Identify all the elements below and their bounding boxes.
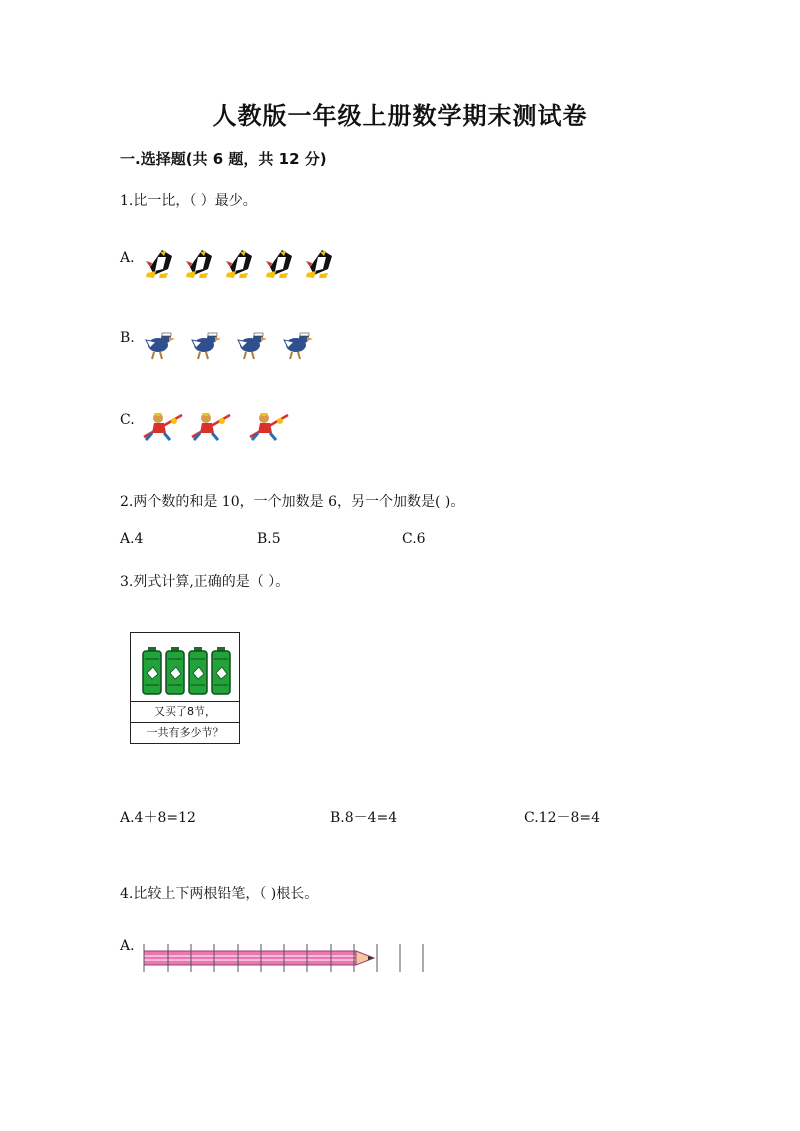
- section-heading: 一.选择题(共 6 题，共 12 分): [120, 150, 327, 168]
- question-1-prompt: 1.比一比，（ ）最少。: [120, 193, 257, 209]
- penguin-icon: [302, 247, 336, 281]
- bird-icon: [188, 328, 222, 362]
- q3-option-b[interactable]: B.8－4=4: [330, 810, 398, 826]
- monkey-king-icon: [248, 409, 290, 443]
- q3-option-a[interactable]: A.4＋8=12: [120, 810, 196, 826]
- question-2-prompt: 2.两个数的和是 10，一个加数是 6，另一个加数是( )。: [120, 494, 465, 510]
- q1-option-a-pictures: [142, 246, 336, 282]
- q1-option-c-label[interactable]: C.: [120, 412, 135, 428]
- battery-icon: [211, 645, 231, 697]
- bird-icon: [280, 328, 314, 362]
- question-3-prompt: 3.列式计算,正确的是（ ）。: [120, 574, 290, 590]
- pencil-icon: [142, 942, 442, 974]
- q3-picture: [130, 632, 240, 744]
- bird-icon: [142, 328, 176, 362]
- monkey-king-icon: [142, 409, 184, 443]
- page-title: 人教版一年级上册数学期末测试卷: [212, 102, 588, 130]
- q3-option-c[interactable]: C.12－8=4: [524, 810, 601, 826]
- q2-option-b[interactable]: B.5: [257, 531, 281, 547]
- q3-picture-caption-2: 一共有多少节？: [131, 722, 239, 743]
- q1-option-b-pictures: [142, 327, 314, 363]
- question-4-prompt: 4.比较上下两根铅笔，（ )根长。: [120, 886, 319, 902]
- penguin-icon: [222, 247, 256, 281]
- penguin-icon: [142, 247, 176, 281]
- bird-icon: [234, 328, 268, 362]
- monkey-king-icon: [190, 409, 232, 443]
- battery-group: [139, 643, 231, 699]
- q2-option-a[interactable]: A.4: [120, 531, 144, 547]
- battery-icon: [188, 645, 208, 697]
- q1-option-b-label[interactable]: B.: [120, 330, 135, 346]
- penguin-icon: [262, 247, 296, 281]
- penguin-icon: [182, 247, 216, 281]
- q2-option-c[interactable]: C.6: [402, 531, 426, 547]
- q4-option-a-label[interactable]: A.: [120, 938, 135, 954]
- battery-icon: [165, 645, 185, 697]
- battery-icon: [142, 645, 162, 697]
- q1-option-a-label[interactable]: A.: [120, 250, 135, 266]
- q3-picture-caption-1: 又买了8节，: [131, 701, 239, 722]
- q1-option-c-pictures: [142, 408, 290, 444]
